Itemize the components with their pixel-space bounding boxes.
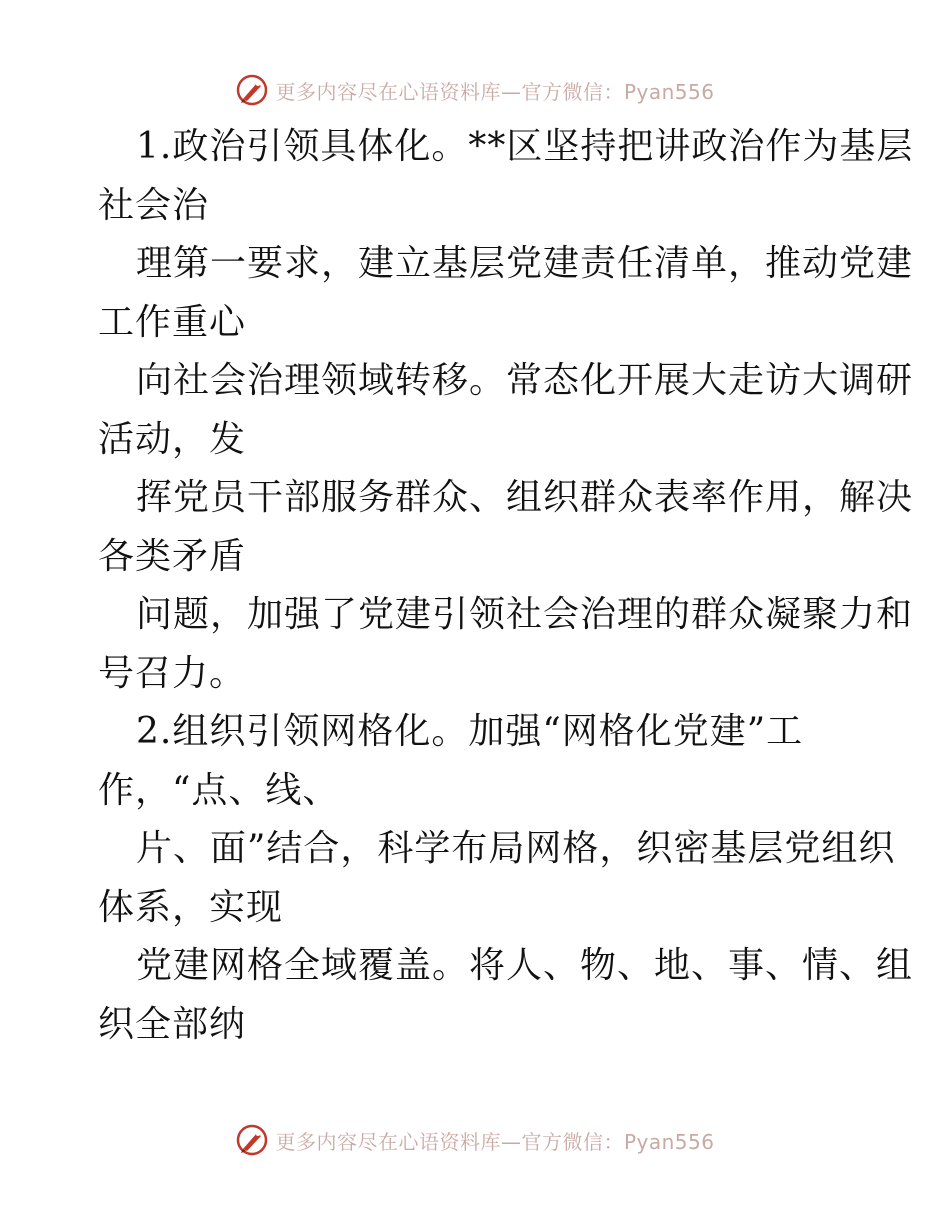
footer-watermark-text: 更多内容尽在心语资料库—官方微信：Pyan556 [275,1129,715,1154]
text-line: 体系，实现 [98,886,284,928]
text-line: 1.政治引领具体化。**区坚持把讲政治作为基层 [136,126,914,167]
pen-logo-icon [235,1123,269,1157]
text-line: 2.组织引领网格化。加强“网格化党建”工 [136,711,804,752]
text-line: 号召力。 [98,652,247,694]
pen-logo-icon [235,73,269,107]
header-watermark-text: 更多内容尽在心语资料库—官方微信：Pyan556 [275,79,715,104]
header-watermark-banner [0,70,950,110]
text-line: 织全部纳 [98,1003,247,1045]
text-line: 片、面”结合，科学布局网格，织密基层党组织 [136,828,896,869]
text-line: 工作重心 [98,301,247,343]
text-line: 作，“点、线、 [98,769,340,811]
text-line: 向社会治理领域转移。常态化开展大走访大调研 [136,360,914,401]
footer-watermark-banner [0,1120,950,1160]
text-line: 各类矛盾 [98,535,247,577]
text-line: 理第一要求，建立基层党建责任清单，推动党建 [136,243,914,284]
document-body [98,118,914,1054]
text-line: 社会治 [98,184,210,226]
text-line: 问题，加强了党建引领社会治理的群众凝聚力和 [136,594,914,635]
text-line: 活动，发 [98,418,247,460]
text-line: 挥党员干部服务群众、组织群众表率作用，解决 [136,477,914,518]
text-line: 党建网格全域覆盖。将人、物、地、事、情、组 [136,945,914,986]
